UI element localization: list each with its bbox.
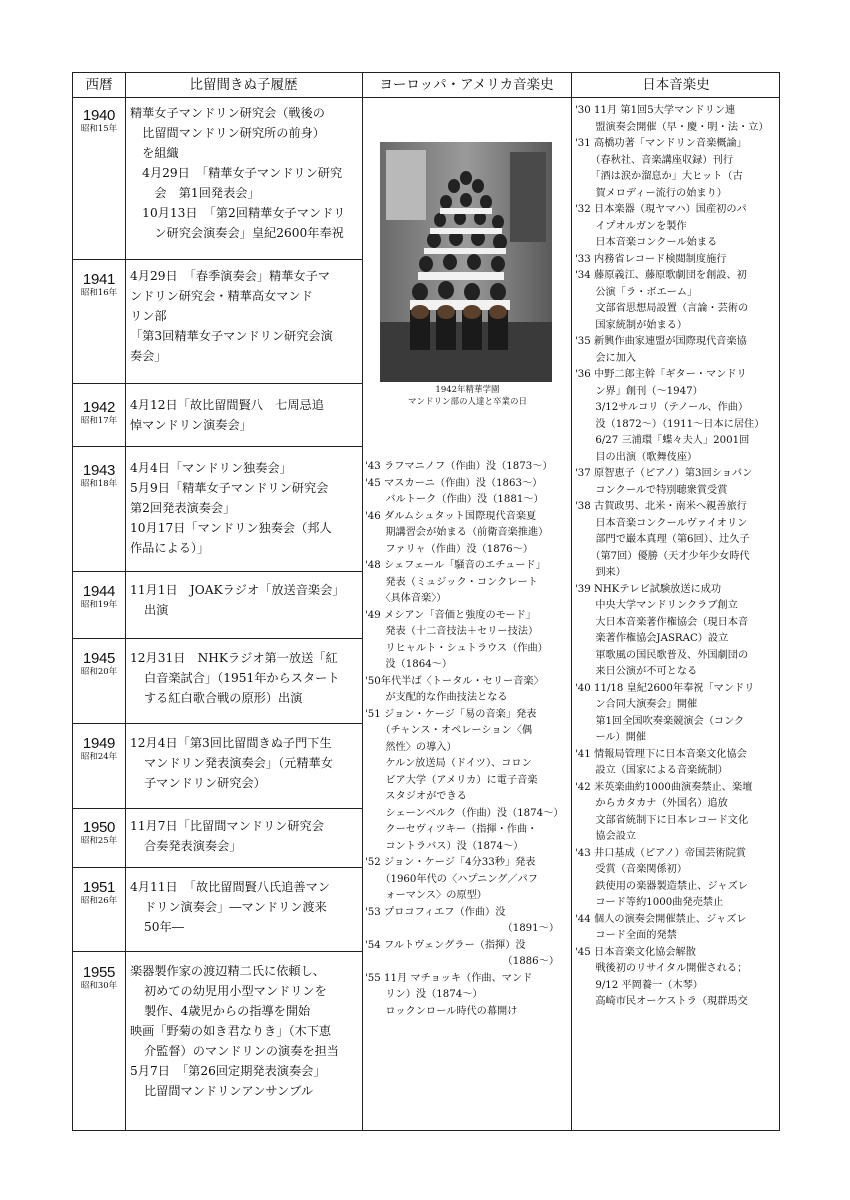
history-line: を組織 bbox=[130, 146, 179, 160]
history-line: 4月4日「マンドリン独奏会」 bbox=[130, 461, 292, 475]
history-line: 子マンドリン研究会） bbox=[144, 776, 266, 790]
japan-line: '40 11/18 皇紀2600年奉祝「マンドリ bbox=[575, 682, 755, 694]
japan-line: 大日本音楽著作権協会（現日本音 bbox=[575, 616, 749, 628]
japan-line: 戦後初のリサイタル開催される； bbox=[575, 963, 748, 974]
history-entry bbox=[130, 395, 358, 435]
history-line: 50年― bbox=[144, 920, 184, 934]
column-divider bbox=[571, 73, 572, 1130]
history-line: 4月29日 「精華女子マンドリン研究 bbox=[130, 166, 343, 180]
japan-history bbox=[575, 103, 779, 1011]
row-divider bbox=[73, 446, 362, 447]
japan-line: '41 情報局管理下に日本音楽文化協会 bbox=[575, 748, 747, 760]
japan-line: '31 高橋功著「マンドリン音楽概論」 bbox=[575, 138, 747, 149]
europe-line: スタジオができる bbox=[365, 791, 467, 802]
year-cell bbox=[73, 584, 125, 611]
row-divider bbox=[73, 723, 362, 724]
history-line: 精華女子マンドリン研究会（戦後の bbox=[130, 106, 325, 120]
history-line: 奏会」 bbox=[130, 349, 167, 363]
japan-line: 鉄使用の楽器製造禁止、ジャズレ bbox=[575, 880, 748, 892]
japan-line: '32 日本楽器（現ヤマハ）国産初のパ bbox=[575, 204, 747, 215]
japan-line: （第7回）優勝（天才少年少女時代 bbox=[575, 550, 750, 562]
history-line: 白音楽試合」（1951年からスタート bbox=[144, 671, 340, 685]
japan-line: '44 個人の演奏会開催禁止、ジャズレ bbox=[575, 913, 747, 925]
era-label: 昭和20年 bbox=[80, 667, 118, 677]
japan-line: コンクールで特別聴衆賞受賞 bbox=[575, 484, 728, 496]
header-divider bbox=[73, 97, 779, 98]
europe-line: ファリャ（作曲）没（1876～） bbox=[365, 543, 534, 555]
era-label: 昭和15年 bbox=[80, 124, 118, 134]
history-line: 合奏発表演奏会」 bbox=[144, 839, 242, 853]
japan-line: 来日公演が不可となる bbox=[575, 666, 698, 677]
japan-line: '37 原智恵子（ピアノ）第3回ショパン bbox=[575, 468, 753, 479]
history-line: 12月4日「第3回比留間きぬ子門下生 bbox=[130, 736, 332, 750]
japan-line: '30 11月 第1回5大学マンドリン連 bbox=[575, 105, 736, 116]
europe-line: 発表（ミュジック・コンクレート bbox=[365, 576, 538, 588]
group-photo bbox=[380, 142, 552, 382]
year-cell bbox=[73, 400, 125, 427]
caption-line: 1942年精華学園 bbox=[435, 385, 500, 395]
europe-line: 〈具体音楽〉） bbox=[365, 593, 447, 604]
history-line: する紅白歌合戦の原形）出演 bbox=[144, 691, 303, 705]
column-divider bbox=[362, 73, 363, 1130]
year-label: 1942 bbox=[82, 399, 116, 416]
year-cell bbox=[73, 272, 125, 299]
year-cell bbox=[73, 820, 125, 847]
header-japan: 日本音楽史 bbox=[642, 77, 710, 93]
history-line: 4月11日 「故比留間賢八氏追善マン bbox=[130, 880, 330, 894]
photo-caption bbox=[365, 385, 570, 408]
history-line: 4月12日「故比留間賢八 七周忌追 bbox=[130, 398, 324, 412]
history-line: 会 第1回発表会」 bbox=[130, 186, 260, 200]
europe-line: （1960年代の〈ハプニング／パフ bbox=[365, 873, 538, 885]
japan-line: 高崎市民オーケストラ（現群馬交 bbox=[575, 996, 748, 1007]
history-line: 11月7日「比留間マンドリン研究会 bbox=[130, 819, 324, 833]
era-label: 昭和18年 bbox=[80, 479, 118, 489]
year-cell bbox=[73, 463, 125, 490]
japan-line: '38 古賀政男、北米・南米へ親善旅行 bbox=[575, 501, 747, 512]
history-line: 「第3回精華女子マンドリン研究会演 bbox=[130, 329, 333, 343]
europe-line: （1886～） bbox=[365, 956, 560, 967]
year-label: 1955 bbox=[82, 964, 116, 981]
history-line: 11月1日 JOAKラジオ「放送音楽会」 bbox=[130, 583, 345, 597]
history-line: ンドリン研究会・精華高女マンド bbox=[130, 289, 313, 303]
column-divider bbox=[125, 73, 126, 1130]
europe-line: '49 メシアン「音価と強度のモード」 bbox=[365, 609, 536, 621]
japan-line: 受賞（音楽関係初） bbox=[575, 864, 688, 875]
era-label: 昭和30年 bbox=[80, 981, 118, 991]
japan-line: 設立（国家による音楽統制） bbox=[575, 765, 728, 776]
history-line: ン研究会演奏会」皇紀2600年奉祝 bbox=[130, 226, 344, 240]
year-label: 1941 bbox=[82, 271, 116, 288]
history-line: 出演 bbox=[144, 603, 169, 617]
year-cell bbox=[73, 736, 125, 763]
japan-line: 到来） bbox=[575, 567, 626, 578]
history-entry bbox=[130, 103, 358, 243]
europe-line: バルトーク（作曲）没（1881～） bbox=[365, 494, 544, 505]
japan-line: からカタカナ（外国名）追放 bbox=[575, 798, 728, 809]
japan-line: '42 米英楽曲約1000曲演奏禁止、楽壇 bbox=[575, 781, 753, 793]
year-label: 1951 bbox=[82, 879, 116, 896]
music-history-table bbox=[72, 72, 780, 1131]
history-line: 4月29日 「春季演奏会」精華女子マ bbox=[130, 269, 330, 283]
row-divider bbox=[73, 951, 362, 952]
japan-line: ン界」創刊（～1947） bbox=[575, 385, 703, 397]
japan-line: 賀メロディー流行の始まり） bbox=[575, 187, 727, 199]
history-line: ドリン演奏会」―マンドリン渡来 bbox=[144, 900, 327, 914]
europe-line: （1891～） bbox=[365, 923, 560, 934]
year-cell bbox=[73, 965, 125, 992]
europe-line: '43 ラフマニノフ（作曲）没（1873～） bbox=[365, 461, 553, 472]
year-label: 1949 bbox=[82, 735, 116, 752]
japan-line: '45 日本音楽文化協会解散 bbox=[575, 946, 696, 958]
era-label: 昭和25年 bbox=[80, 836, 118, 846]
year-label: 1950 bbox=[82, 819, 116, 836]
header-year: 西暦 bbox=[85, 77, 113, 93]
japan-line: '36 中野二郎主幹「ギター・マンドリ bbox=[575, 369, 747, 380]
year-label: 1944 bbox=[82, 583, 116, 600]
history-line: 作品による）」 bbox=[130, 541, 210, 555]
japan-line: 6/27 三浦環「蝶々夫人」2001回 bbox=[575, 435, 750, 446]
europe-line: '48 シェフェール「騒音のエチュード」 bbox=[365, 560, 546, 571]
history-line: 介監督）のマンドリンの演奏を担当 bbox=[144, 1044, 339, 1058]
year-label: 1943 bbox=[82, 462, 116, 479]
japan-line: 国家統制が始まる） bbox=[575, 319, 688, 331]
europe-line: '53 プロコフィエフ（作曲）没 bbox=[365, 906, 506, 918]
year-cell bbox=[73, 880, 125, 907]
japan-line: （春秋社、音楽講座収録）刊行 bbox=[575, 154, 733, 166]
europe-line: 然性〉の導入） bbox=[365, 741, 457, 753]
japan-line: 文部省思想局設置（言論・芸術の bbox=[575, 303, 749, 314]
japan-line: 9/12 平岡養一（木琴） bbox=[575, 979, 703, 991]
row-divider bbox=[73, 383, 362, 384]
history-entry bbox=[130, 458, 358, 558]
row-divider bbox=[73, 571, 362, 572]
europe-line: リン）没（1874～） bbox=[365, 989, 483, 1000]
header-europe: ヨーロッパ・アメリカ音楽史 bbox=[379, 77, 554, 93]
japan-line: ン合同大演奏会」開催 bbox=[575, 699, 698, 710]
japan-line: 会に加入 bbox=[575, 352, 637, 364]
japan-line: 3/12サルコリ（テノール、作曲） bbox=[575, 402, 749, 413]
japan-line: 没（1872～）（1911～日本に居住） bbox=[575, 418, 765, 430]
history-entry bbox=[130, 816, 358, 856]
japan-line: 中央大学マンドリンクラブ創立 bbox=[575, 600, 738, 611]
row-divider bbox=[73, 259, 362, 260]
history-line: 5月9日「精華女子マンドリン研究会 bbox=[130, 481, 329, 495]
japan-line: 盟演奏会開催（早・慶・明・法・立） bbox=[575, 121, 769, 133]
history-line: 第2回発表演奏会」 bbox=[130, 501, 236, 515]
history-line: 楽器製作家の渡辺精二氏に依頼し、 bbox=[130, 964, 325, 978]
history-entry bbox=[130, 877, 358, 937]
history-entry bbox=[130, 266, 358, 366]
japan-line: 楽著作権協会JASRAC）設立 bbox=[575, 633, 729, 644]
year-cell bbox=[73, 651, 125, 678]
europe-line: ロックンロール時代の幕開け bbox=[365, 1005, 518, 1017]
europe-line: ビア大学（アメリカ）に電子音楽 bbox=[365, 774, 538, 786]
history-entry bbox=[130, 648, 358, 708]
europe-history bbox=[365, 459, 570, 1020]
europe-line: ォーマンス〉の原型） bbox=[365, 890, 487, 901]
era-label: 昭和17年 bbox=[80, 416, 118, 426]
japan-line: ール）開催 bbox=[575, 732, 647, 743]
era-label: 昭和26年 bbox=[80, 896, 118, 906]
europe-line: '45 マスカーニ（作曲）没（1863～） bbox=[365, 477, 543, 489]
header-history: 比留間きぬ子履歴 bbox=[189, 77, 298, 93]
japan-line: '39 NHKテレビ試験放送に成功 bbox=[575, 583, 722, 595]
history-line: 悼マンドリン演奏会」 bbox=[130, 418, 252, 432]
europe-line: '55 11月 マチョッキ（作曲、マンド bbox=[365, 972, 533, 984]
era-label: 昭和24年 bbox=[80, 752, 118, 762]
europe-line: '46 ダルムシュタット国際現代音楽夏 bbox=[365, 510, 537, 522]
europe-line: クーセヴィツキー（指揮・作曲・ bbox=[365, 824, 538, 835]
europe-line: リヒャルト・シュトラウス（作曲） bbox=[365, 642, 548, 654]
europe-line: '54 フルトヴェングラー（指揮）没 bbox=[365, 939, 526, 951]
caption-line: マンドリン部の人達と卒業の日 bbox=[407, 396, 527, 407]
japan-line: 「酒は涙か溜息か」大ヒット（古 bbox=[575, 171, 743, 182]
europe-line: '50年代半ば〈トータル・セリー音楽〉 bbox=[365, 675, 544, 687]
europe-line: 期講習会が始まる（前衛音楽推進） bbox=[365, 527, 549, 538]
europe-line: が支配的な作曲技法となる bbox=[365, 692, 508, 703]
japan-line: '34 藤原義江、藤原歌劇団を創設、初 bbox=[575, 270, 747, 281]
history-entry bbox=[130, 733, 358, 793]
europe-line: '51 ジョン・ケージ「易の音楽」発表 bbox=[365, 708, 537, 720]
history-line: 映画「野菊の如き君なりき」（木下恵 bbox=[130, 1024, 332, 1038]
row-divider bbox=[73, 808, 362, 809]
history-line: 5月7日 「第26回定期発表演奏会」 bbox=[130, 1064, 326, 1078]
year-label: 1940 bbox=[82, 107, 116, 124]
era-label: 昭和16年 bbox=[80, 288, 118, 298]
europe-line: '52 ジョン・ケージ「4分33秒」発表 bbox=[365, 857, 536, 868]
history-line: リン部 bbox=[130, 309, 167, 323]
europe-line: （チャンス・オペレーション〈偶 bbox=[365, 725, 533, 736]
japan-line: 部門で巌本真理（第6回）、辻久子 bbox=[575, 534, 750, 545]
history-line: 比留間マンドリンアンサンブル bbox=[144, 1084, 314, 1098]
japan-line: コード全面的発禁 bbox=[575, 930, 677, 941]
japan-line: 目の出演（歌舞伎座） bbox=[575, 451, 698, 463]
japan-line: '35 新興作曲家連盟が国際現代音楽協 bbox=[575, 336, 747, 347]
history-entry bbox=[130, 961, 358, 1101]
japan-line: '33 内務省レコード検閲制度施行 bbox=[575, 253, 727, 265]
europe-line: 没（1864～） bbox=[365, 659, 453, 670]
row-divider bbox=[73, 867, 362, 868]
japan-line: 公演「ラ・ボエーム」 bbox=[575, 286, 698, 298]
japan-line: イプオルガンを製作 bbox=[575, 220, 687, 232]
history-entry bbox=[130, 580, 358, 620]
history-line: 10月13日 「第2回精華女子マンドリ bbox=[130, 206, 346, 220]
europe-line: コントラバス）没（1874～） bbox=[365, 840, 524, 852]
japan-line: 文部省統制下に日本レコード文化 bbox=[575, 814, 749, 826]
japan-line: 日本音楽コンクール始まる bbox=[575, 237, 718, 248]
japan-line: 協会設立 bbox=[575, 831, 637, 842]
europe-line: ケルン放送局（ドイツ）、コロン bbox=[365, 758, 532, 769]
year-label: 1945 bbox=[82, 650, 116, 667]
history-line: 10月17日「マンドリン独奏会（邦人 bbox=[130, 521, 332, 535]
era-label: 昭和19年 bbox=[80, 600, 118, 610]
row-divider bbox=[73, 638, 362, 639]
japan-line: '43 井口基成（ピアノ）帝国芸術院賞 bbox=[575, 847, 746, 859]
europe-line: 発表（十二音技法＋セリー技法） bbox=[365, 626, 539, 637]
history-line: 初めての幼児用小型マンドリンを bbox=[144, 984, 327, 998]
japan-line: 軍歌風の国民歌普及、外国劇団の bbox=[575, 649, 749, 661]
japan-line: 日本音楽コンクールヴァイオリン bbox=[575, 517, 748, 529]
year-cell bbox=[73, 108, 125, 135]
history-line: 製作、4歳児からの指導を開始 bbox=[144, 1004, 311, 1018]
history-line: マンドリン発表演奏会」（元精華女 bbox=[144, 756, 333, 770]
europe-line: シェーンベルク（作曲）没（1874～） bbox=[365, 807, 564, 819]
japan-line: 第1回全国吹奏楽競演会（コンク bbox=[575, 715, 745, 727]
history-line: 12月31日 NHKラジオ第一放送「紅 bbox=[130, 651, 338, 665]
japan-line: コード等約1000曲発売禁止 bbox=[575, 897, 724, 908]
history-line: 比留間マンドリン研究所の前身） bbox=[130, 126, 325, 140]
